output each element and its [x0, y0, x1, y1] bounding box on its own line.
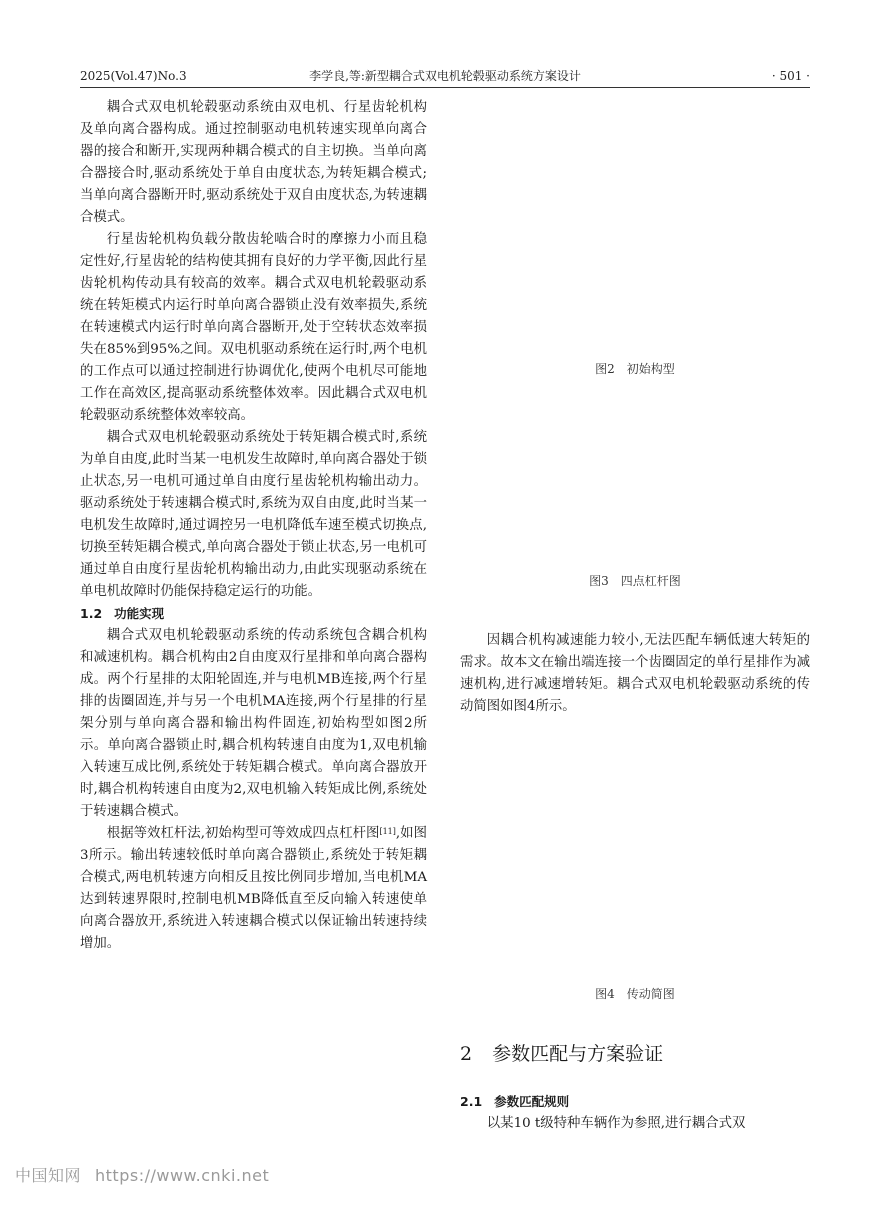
subsection-title: 功能实现 — [114, 606, 165, 621]
cnki-name: 中国知网 — [15, 1166, 82, 1185]
paragraph-text: 根据等效杠杆法,初始构型可等效成四点杠杆图 — [106, 826, 380, 841]
header-rule — [80, 87, 810, 88]
subsection-number: 2.1 — [460, 1094, 483, 1109]
page-number: · 501 · — [771, 69, 810, 83]
paragraph: 因耦合机构减速能力较小,无法匹配车辆低速大转矩的需求。故本文在输出端连接一个齿圈固定的单行星排作为减速机构,进行减速增转矩。耦合式双电机轮毂驱动系统的传动简图如图4所示。 — [460, 633, 810, 714]
figure-2-caption: 图2 初始构型 — [595, 362, 675, 376]
subsection-heading — [460, 1093, 569, 1111]
cnki-watermark — [15, 1163, 269, 1186]
paragraph: 耦合式双电机轮毂驱动系统由双电机、行星齿轮机构及单向离合器构成。通过控制驱动电机转速实现单向离合器的接合和断开,实现两种耦合模式的自主切换。当单向离合器接合时,驱动系统处于单自由度状态,为转矩耦合模式;当单向离合器断开时,驱动系统处于双自由度状态,为转速耦合模式。 — [80, 100, 427, 225]
cnki-url[interactable]: https://www.cnki.net — [95, 1166, 270, 1185]
figure-3-area — [460, 390, 810, 565]
paragraph: 以某10 t级特种车辆作为参照,进行耦合式双 — [486, 1116, 746, 1131]
subsection-heading — [80, 603, 427, 625]
figure-3-caption: 图3 四点杠杆图 — [589, 574, 681, 588]
figure-4-area — [460, 720, 810, 980]
paragraph-text: ,如图3所示。输出转速较低时单向离合器锁止,系统处于转矩耦合模式,两电机转速方向相反且按比例同步增加,当电机MA达到转速界限时,控制电机MB降低直至反向输入转速使单向离合器放开,系统进入转速耦合模式以保证输出转速持续增加。 — [80, 826, 427, 951]
section-number: 2 — [460, 1043, 473, 1065]
paragraph: 行星齿轮机构负载分散齿轮啮合时的摩擦力小而且稳定性好,行星齿轮的结构使其拥有良好的力学平衡,因此行星齿轮机构传动具有较高的效率。耦合式双电机轮毂驱动系统在转矩模式内运行时单向离合器锁止没有效率损失,系统在转速模式内运行时单向离合器断开,处于空转状态效率损失在85%到95%之间。双电机驱动系统在运行时,两个电机的工作点可以通过控制进行协调优化,使两个电机尽可能地工作在高效区,提高驱动系统整体效率。因此耦合式双电机轮毂驱动系统整体效率较高。 — [80, 232, 427, 423]
journal-issue: 2025(Vol.47)No.3 — [80, 69, 187, 83]
running-header — [80, 66, 810, 86]
section-heading — [460, 1040, 663, 1068]
subsection-title: 参数匹配规则 — [494, 1094, 570, 1109]
paragraph — [80, 823, 427, 955]
subsection-number: 1.2 — [80, 606, 103, 621]
figure-2-area — [460, 100, 810, 350]
right-column-text — [460, 630, 810, 718]
paragraph: 耦合式双电机轮毂驱动系统处于转矩耦合模式时,系统为单自由度,此时当某一电机发生故障时,单向离合器处于锁止状态,另一电机可通过单自由度行星齿轮机构输出动力。驱动系统处于转速耦合模式时,系统为双自由度,此时当某一电机发生故障时,通过调控另一电机降低车速至模式切换点,切换至转矩耦合模式,单向离合器处于锁止状态,另一电机可通过单自由度行星齿轮机构输出动力,由此实现驱动系统在单电机故障时仍能保持稳定运行的功能。 — [80, 430, 427, 599]
left-column — [80, 97, 427, 955]
section-title: 参数匹配与方案验证 — [492, 1043, 664, 1065]
figure-4-caption: 图4 传动简图 — [595, 987, 675, 1001]
running-title: 李学良,等:新型耦合式双电机轮毂驱动系统方案设计 — [309, 69, 581, 83]
paragraph: 耦合式双电机轮毂驱动系统的传动系统包含耦合机构和减速机构。耦合机构由2自由度双行星排和单向离合器构成。两个行星排的太阳轮固连,并与电机MB连接,两个行星排的齿圈固连,并与另一个电机MA连接,两个行星排的行星架分别与单向离合器和输出构件固连,初始构型如图2所示。单向离合器锁止时,耦合机构转速自由度为1,双电机输入转速互成比例,系统处于转矩耦合模式。单向离合器放开时,耦合机构转速自由度为2,双电机输入转矩成比例,系统处于转速耦合模式。 — [80, 628, 427, 819]
citation-ref[interactable]: [11] — [379, 827, 396, 836]
